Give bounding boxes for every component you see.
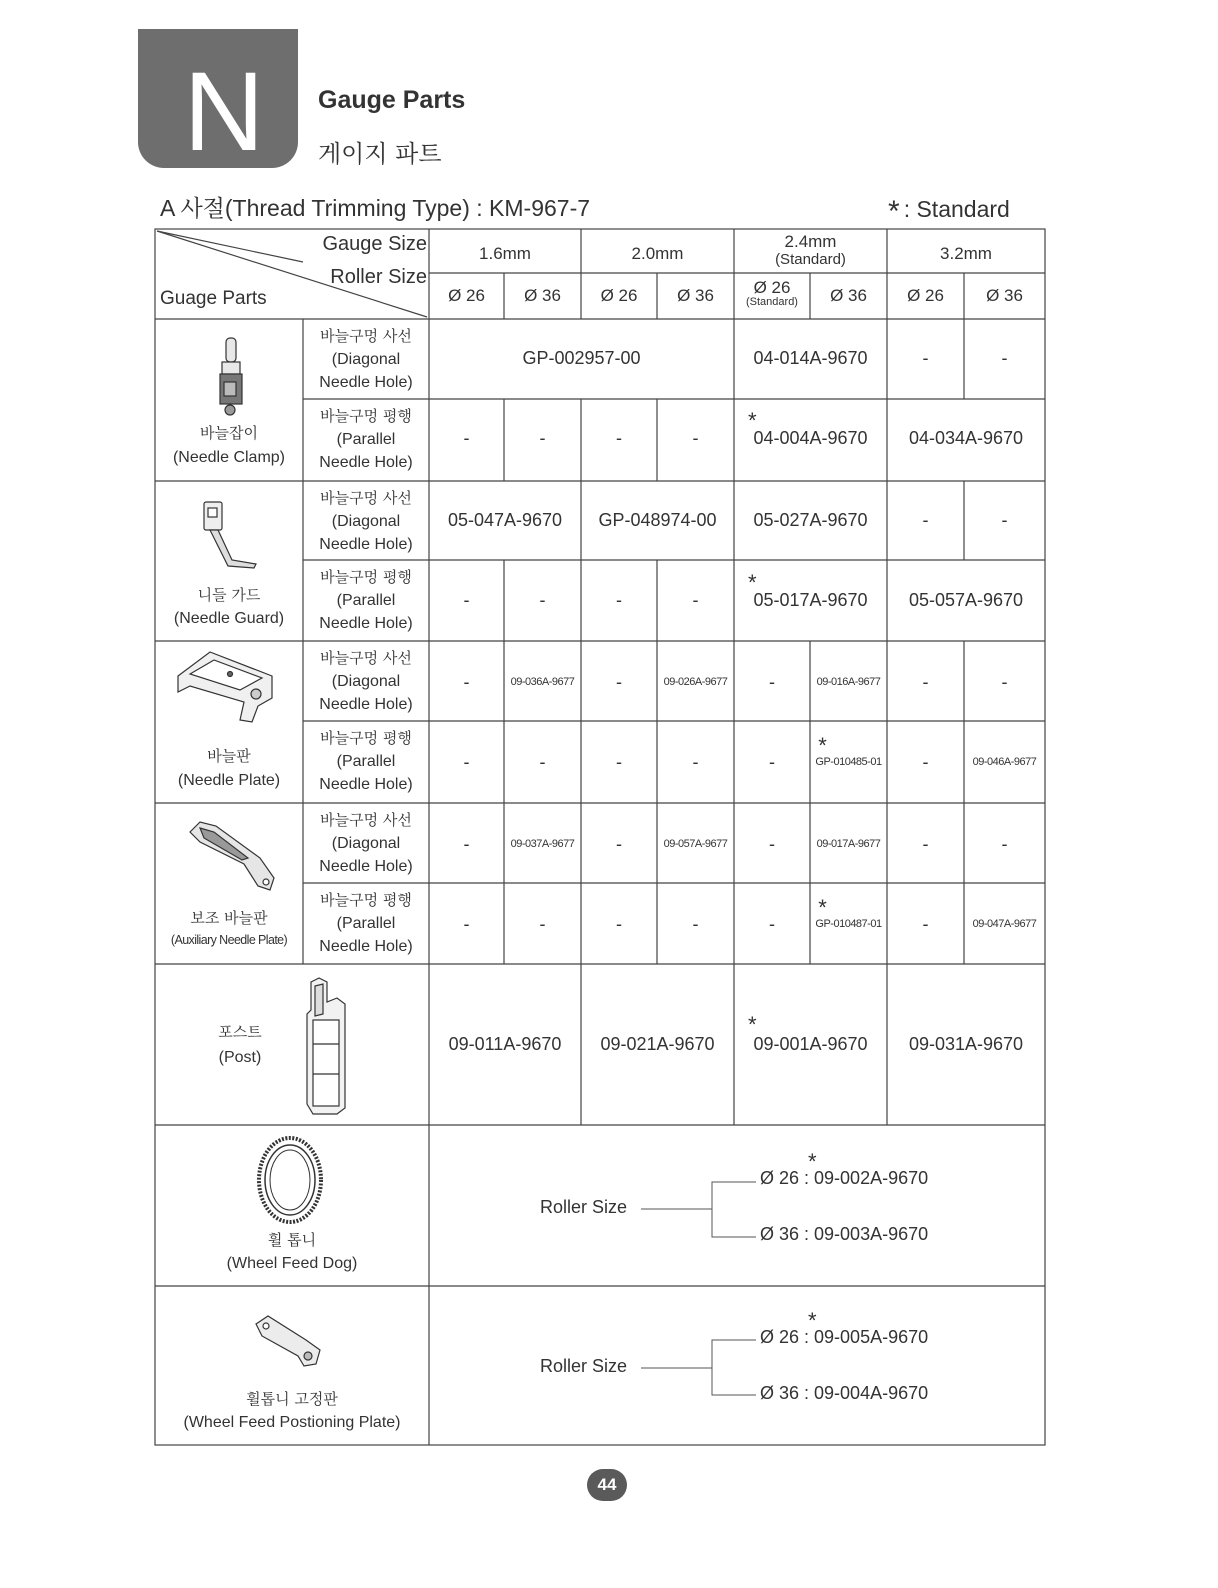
roller-size-cell: Ø 26 bbox=[448, 286, 485, 305]
guage-parts-header: Guage Parts bbox=[160, 288, 267, 309]
guard-par-3-2: 05-057A-9670 bbox=[908, 590, 1024, 610]
dash-cell: - bbox=[463, 590, 470, 610]
gauge-size-2-4: 2.4mm bbox=[784, 232, 837, 251]
dash-cell: - bbox=[769, 672, 775, 692]
needle-guard-label-ko: 니들 가드 bbox=[197, 586, 261, 604]
dash-cell: - bbox=[463, 834, 470, 854]
hole-type-parallel: 바늘구멍 평행 (Parallel Needle Hole) bbox=[319, 729, 413, 793]
page-title-korean: 게이지 파트 bbox=[318, 140, 442, 168]
dash-cell: - bbox=[616, 428, 622, 448]
gauge-size-header: Gauge Size bbox=[322, 233, 427, 255]
roller-size-label: Roller Size bbox=[540, 1197, 628, 1217]
section-letter: N bbox=[183, 49, 265, 174]
legend-text: : Standard bbox=[903, 196, 1010, 222]
needle-clamp-label-ko: 바늘잡이 bbox=[200, 424, 258, 442]
dash-cell: - bbox=[463, 672, 470, 692]
hole-type-diagonal: 바늘구멍 사선 (Diagonal Needle Hole) bbox=[319, 649, 413, 713]
needle-plate-label: (Needle Plate) bbox=[177, 772, 281, 789]
dash-cell: - bbox=[922, 834, 929, 854]
plate-par-3-2: 09-046A-9677 bbox=[972, 756, 1037, 768]
wheel-feed-dog-label: (Wheel Feed Dog) bbox=[226, 1255, 358, 1272]
hole-type-parallel: 바늘구멍 평행 (Parallel Needle Hole) bbox=[319, 407, 413, 471]
needle-plate-icon bbox=[170, 646, 280, 726]
roller-size-cell: Ø 26 bbox=[753, 278, 791, 297]
guard-diag-1-6: 05-047A-9670 bbox=[447, 510, 563, 530]
dash-cell: - bbox=[1001, 510, 1008, 530]
aux-plate-label-ko: 보조 바늘판 bbox=[190, 909, 268, 927]
roller-standard-note: (Standard) bbox=[746, 296, 798, 308]
star-icon: * bbox=[888, 195, 900, 228]
aux-plate-label: (Auxiliary Needle Plate) bbox=[170, 933, 288, 947]
roller-size-label: Roller Size bbox=[540, 1356, 628, 1376]
aux-par-3-2: 09-047A-9677 bbox=[972, 918, 1037, 930]
post-icon bbox=[297, 974, 359, 1118]
hole-type-parallel: 바늘구멍 평행 (Parallel Needle Hole) bbox=[319, 891, 413, 955]
wheel-feed-dog-36: Ø 36 : 09-003A-9670 bbox=[760, 1224, 929, 1244]
dash-cell: - bbox=[539, 914, 546, 934]
needle-guard-label: (Needle Guard) bbox=[173, 610, 285, 627]
wheel-feed-dog-26: Ø 26 : 09-002A-9670 bbox=[760, 1168, 929, 1188]
plate-diag-1-6: 09-036A-9677 bbox=[510, 676, 575, 688]
wheel-feed-dog-label-ko: 휠 톱니 bbox=[267, 1231, 317, 1249]
aux-diag-2-4: 09-017A-9677 bbox=[816, 838, 881, 850]
post-2-0: 09-021A-9670 bbox=[600, 1034, 715, 1054]
aux-par-2-4: GP-010487-01 bbox=[815, 918, 882, 930]
post-label: (Post) bbox=[218, 1049, 262, 1066]
dash-cell: - bbox=[922, 752, 929, 772]
dash-cell: - bbox=[539, 590, 546, 610]
gauge-standard-note: (Standard) bbox=[775, 251, 846, 268]
hole-type-diagonal: 바늘구멍 사선 (Diagonal Needle Hole) bbox=[319, 327, 413, 391]
standard-star-icon: * bbox=[808, 1308, 817, 1333]
gauge-size-2-0: 2.0mm bbox=[631, 244, 684, 263]
dash-cell: - bbox=[616, 834, 622, 854]
dash-cell: - bbox=[463, 428, 470, 448]
needle-guard-icon bbox=[198, 496, 260, 572]
wheel-plate-label: (Wheel Feed Postioning Plate) bbox=[183, 1414, 401, 1431]
dash-cell: - bbox=[1001, 672, 1008, 692]
dash-cell: - bbox=[922, 672, 929, 692]
post-2-4: 09-001A-9670 bbox=[753, 1034, 868, 1054]
hole-type-diagonal: 바늘구멍 사선 (Diagonal Needle Hole) bbox=[319, 811, 413, 875]
post-label-ko: 포스트 bbox=[218, 1023, 262, 1041]
roller-size-cell: Ø 26 bbox=[600, 286, 638, 305]
clamp-par-2-4: 04-004A-9670 bbox=[753, 428, 868, 448]
plate-diag-2-0: 09-026A-9677 bbox=[663, 676, 728, 688]
dash-cell: - bbox=[692, 914, 699, 934]
dash-cell: - bbox=[769, 834, 775, 854]
standard-star-icon: * bbox=[748, 408, 757, 433]
dash-cell: - bbox=[922, 348, 929, 368]
gauge-size-1-6: 1.6mm bbox=[479, 244, 531, 263]
dash-cell: - bbox=[1001, 834, 1008, 854]
clamp-par-3-2: 04-034A-9670 bbox=[908, 428, 1024, 448]
needle-clamp-icon bbox=[212, 336, 252, 418]
needle-clamp-label: (Needle Clamp) bbox=[172, 449, 286, 466]
post-3-2: 09-031A-9670 bbox=[908, 1034, 1024, 1054]
roller-size-cell: Ø 36 bbox=[830, 286, 867, 305]
roller-size-cell: Ø 26 bbox=[907, 286, 944, 305]
wheel-plate-icon bbox=[252, 1312, 326, 1370]
dash-cell: - bbox=[616, 914, 622, 934]
wheel-plate-26: Ø 26 : 09-005A-9670 bbox=[760, 1327, 929, 1347]
clamp-diag-2-4: 04-014A-9670 bbox=[753, 348, 868, 368]
plate-par-2-4: GP-010485-01 bbox=[815, 756, 882, 768]
hole-type-parallel: 바늘구멍 평행 (Parallel Needle Hole) bbox=[319, 568, 413, 632]
standard-star-icon: * bbox=[818, 733, 827, 758]
dash-cell: - bbox=[769, 914, 775, 934]
guard-par-2-4: 05-017A-9670 bbox=[753, 590, 868, 610]
dash-cell: - bbox=[692, 590, 699, 610]
wheel-plate-label-ko: 휠톱니 고정판 bbox=[246, 1390, 338, 1408]
dash-cell: - bbox=[539, 428, 546, 448]
dash-cell: - bbox=[616, 590, 622, 610]
standard-star-icon: * bbox=[808, 1149, 817, 1174]
aux-diag-1-6: 09-037A-9677 bbox=[510, 838, 575, 850]
standard-star-icon: * bbox=[748, 570, 757, 595]
dash-cell: - bbox=[616, 752, 622, 772]
roller-size-header: Roller Size bbox=[330, 266, 427, 288]
guard-diag-2-4: 05-027A-9670 bbox=[753, 510, 868, 530]
dash-cell: - bbox=[539, 752, 546, 772]
dash-cell: - bbox=[463, 914, 470, 934]
dash-cell: - bbox=[692, 752, 699, 772]
aux-diag-2-0: 09-057A-9677 bbox=[663, 838, 728, 850]
hole-type-diagonal: 바늘구멍 사선 (Diagonal Needle Hole) bbox=[319, 489, 413, 553]
roller-size-cell: Ø 36 bbox=[677, 286, 714, 305]
wheel-feed-dog-icon bbox=[254, 1134, 326, 1226]
standard-star-icon: * bbox=[818, 895, 827, 920]
dash-cell: - bbox=[463, 752, 470, 772]
wheel-plate-36: Ø 36 : 09-004A-9670 bbox=[760, 1383, 929, 1403]
page-number-badge: 44 bbox=[587, 1469, 627, 1501]
roller-size-cell: Ø 36 bbox=[986, 286, 1023, 305]
post-1-6: 09-011A-9670 bbox=[448, 1034, 562, 1054]
plate-diag-2-4: 09-016A-9677 bbox=[816, 676, 881, 688]
dash-cell: - bbox=[1001, 348, 1008, 368]
guard-diag-2-0: GP-048974-00 bbox=[598, 510, 717, 530]
aux-needle-plate-icon bbox=[186, 812, 282, 894]
standard-star-icon: * bbox=[748, 1012, 757, 1037]
dash-cell: - bbox=[616, 672, 622, 692]
dash-cell: - bbox=[692, 428, 699, 448]
dash-cell: - bbox=[769, 752, 775, 772]
gauge-size-3-2: 3.2mm bbox=[940, 244, 992, 263]
dash-cell: - bbox=[922, 914, 929, 934]
dash-cell: - bbox=[922, 510, 929, 530]
roller-size-cell: Ø 36 bbox=[524, 286, 561, 305]
page-title: Gauge Parts bbox=[318, 86, 466, 114]
needle-plate-label-ko: 바늘판 bbox=[207, 747, 251, 765]
clamp-diag-1-6-2-0: GP-002957-00 bbox=[522, 348, 641, 368]
model-subtitle: A 사절(Thread Trimming Type) : KM-967-7 bbox=[160, 195, 591, 221]
